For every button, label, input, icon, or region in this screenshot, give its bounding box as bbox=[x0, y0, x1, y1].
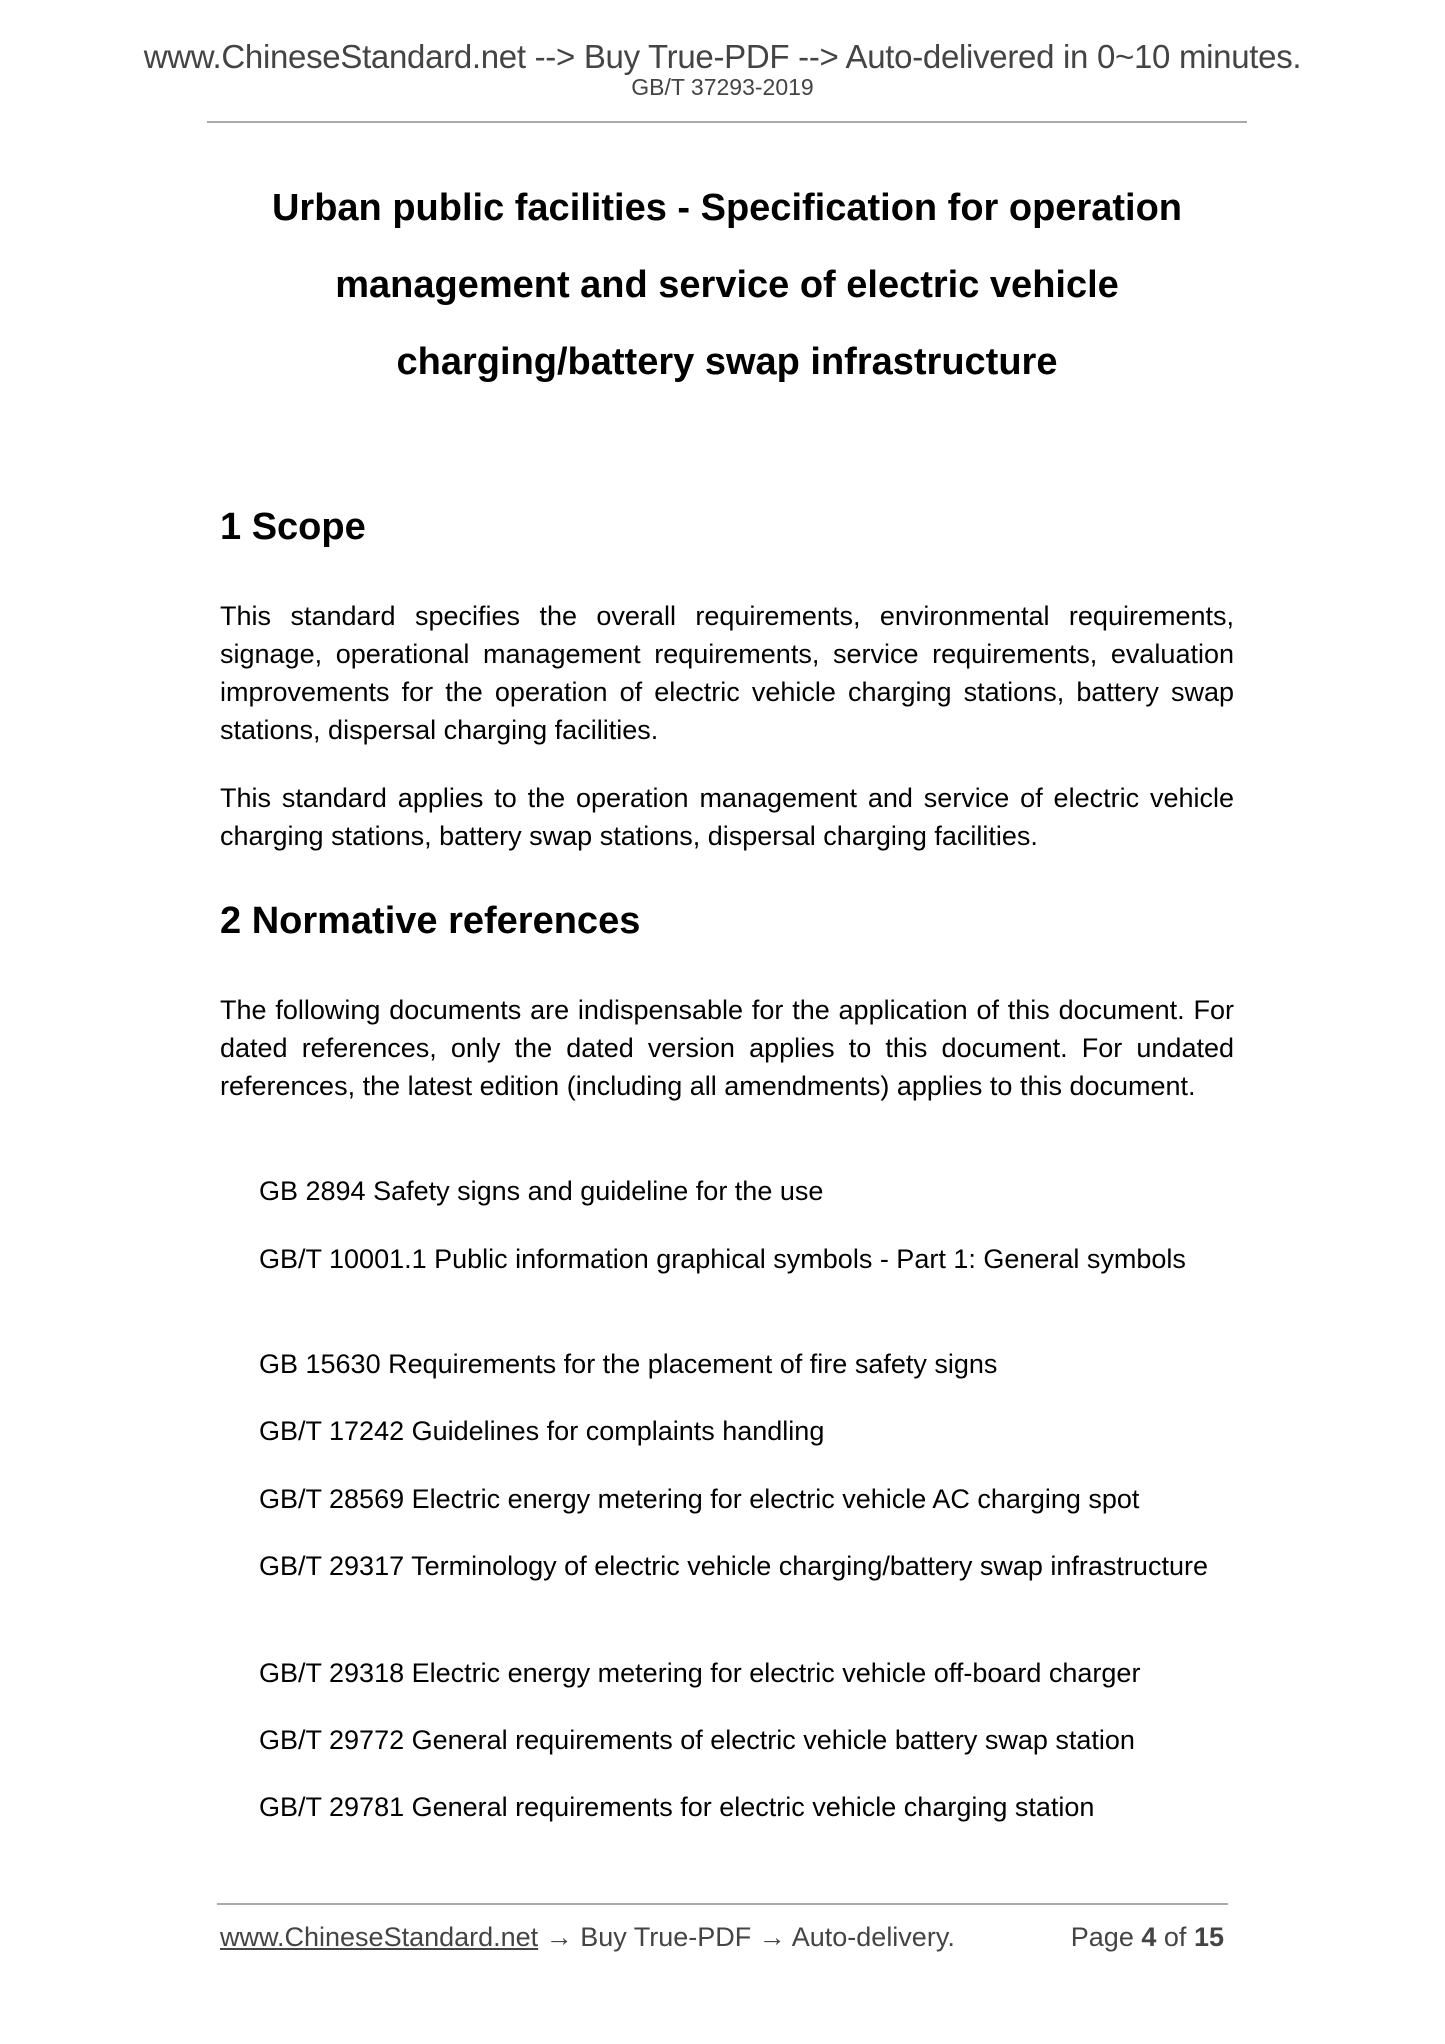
footer-promo bbox=[220, 1922, 955, 1953]
reference-item: GB/T 29318 Electric energy metering for electric vehicle off-board charger bbox=[259, 1658, 1141, 1688]
title-line-2: management and service of electric vehicle bbox=[335, 264, 1119, 306]
document-title bbox=[200, 170, 1254, 401]
reference-item: GB/T 10001.1 Public information graphical symbols - Part 1: General symbols bbox=[259, 1244, 1186, 1274]
header-divider bbox=[207, 121, 1247, 123]
of-label: of bbox=[1163, 1922, 1187, 1952]
reference-item: GB/T 28569 Electric energy metering for electric vehicle AC charging spot bbox=[259, 1484, 1140, 1514]
reference-item: GB/T 17242 Guidelines for complaints handling bbox=[259, 1416, 825, 1446]
reference-item: GB/T 29317 Terminology of electric vehicle charging/battery swap infrastructure bbox=[259, 1551, 1208, 1581]
reference-item: GB 2894 Safety signs and guideline for the use bbox=[259, 1176, 824, 1206]
footer bbox=[220, 1922, 1224, 1953]
section-heading-normative-references: 2 Normative references bbox=[220, 900, 641, 942]
page-indicator bbox=[1071, 1922, 1224, 1953]
reference-item: GB 15630 Requirements for the placement of fire safety signs bbox=[259, 1349, 998, 1379]
scope-paragraph-2: This standard applies to the operation management and service of electric vehicle charging stations, battery swap stations, dispersal charging facilities. bbox=[220, 783, 1234, 851]
normative-paragraph: The following documents are indispensable for the application of this document. For dated references, only the dated version applies to this document. For undated references, the latest edition (including all amendments) applies to this document. bbox=[220, 995, 1234, 1101]
standard-code: GB/T 37293-2019 bbox=[631, 74, 814, 100]
page-label: Page bbox=[1070, 1922, 1134, 1952]
title-line-1: Urban public facilities - Specification for operation bbox=[271, 187, 1182, 229]
page-current: 4 bbox=[1141, 1922, 1157, 1952]
footer-site-link[interactable]: www.ChineseStandard.net bbox=[220, 1922, 539, 1952]
reference-item: GB/T 29772 General requirements of electric vehicle battery swap station bbox=[259, 1725, 1135, 1755]
section-heading-scope: 1 Scope bbox=[220, 506, 366, 548]
scope-paragraph-1: This standard specifies the overall requirements, environmental requirements, signage, operational management requirements, service requirements, evaluation improvements for the operation of electric vehicle charging stations, battery swap stations, dispersal charging facilities. bbox=[220, 601, 1234, 745]
title-line-3: charging/battery swap infrastructure bbox=[396, 341, 1058, 383]
header-banner: www.ChineseStandard.net --> Buy True-PDF --> Auto-delivered in 0~10 minutes. bbox=[143, 38, 1302, 75]
reference-item: GB/T 29781 General requirements for electric vehicle charging station bbox=[259, 1792, 1095, 1822]
footer-divider bbox=[217, 1903, 1228, 1905]
page-total: 15 bbox=[1193, 1922, 1224, 1952]
footer-promo-text: → Buy True-PDF → Auto-delivery. bbox=[538, 1922, 955, 1952]
